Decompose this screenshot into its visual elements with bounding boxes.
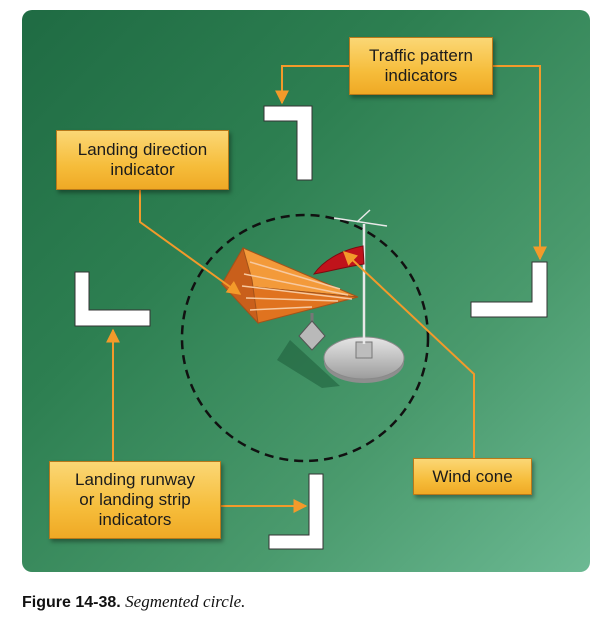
traffic-pattern-indicator-right xyxy=(471,262,547,317)
runway-indicator-bottom xyxy=(269,474,323,549)
runway-label xyxy=(49,461,221,539)
segmented-circle-diagram xyxy=(22,10,590,572)
runway-label-text: Landing runway or landing strip indicators xyxy=(74,470,196,529)
wind-cone-sock xyxy=(314,246,364,274)
landing-direction-label-text: Landing direction indicator xyxy=(77,140,208,179)
traffic-callout-right xyxy=(493,66,540,259)
wind-cone-label xyxy=(413,458,532,495)
traffic-pattern-indicator-top xyxy=(264,106,312,180)
figure-number: Figure 14-38. xyxy=(22,594,121,611)
traffic-pattern-label xyxy=(349,37,493,95)
runway-indicator-left xyxy=(75,272,150,326)
wind-vane-cross xyxy=(357,210,370,222)
tetrahedron-pivot xyxy=(299,321,325,350)
traffic-pattern-label-text: Traffic pattern indicators xyxy=(369,46,473,85)
figure-caption-text: Segmented circle. xyxy=(125,592,246,611)
wind-cone-mast-foot xyxy=(356,342,372,358)
traffic-callout-left xyxy=(282,66,349,103)
wind-cone-label-text: Wind cone xyxy=(432,466,513,486)
figure-caption xyxy=(22,592,245,612)
landing-direction-label xyxy=(56,130,229,190)
